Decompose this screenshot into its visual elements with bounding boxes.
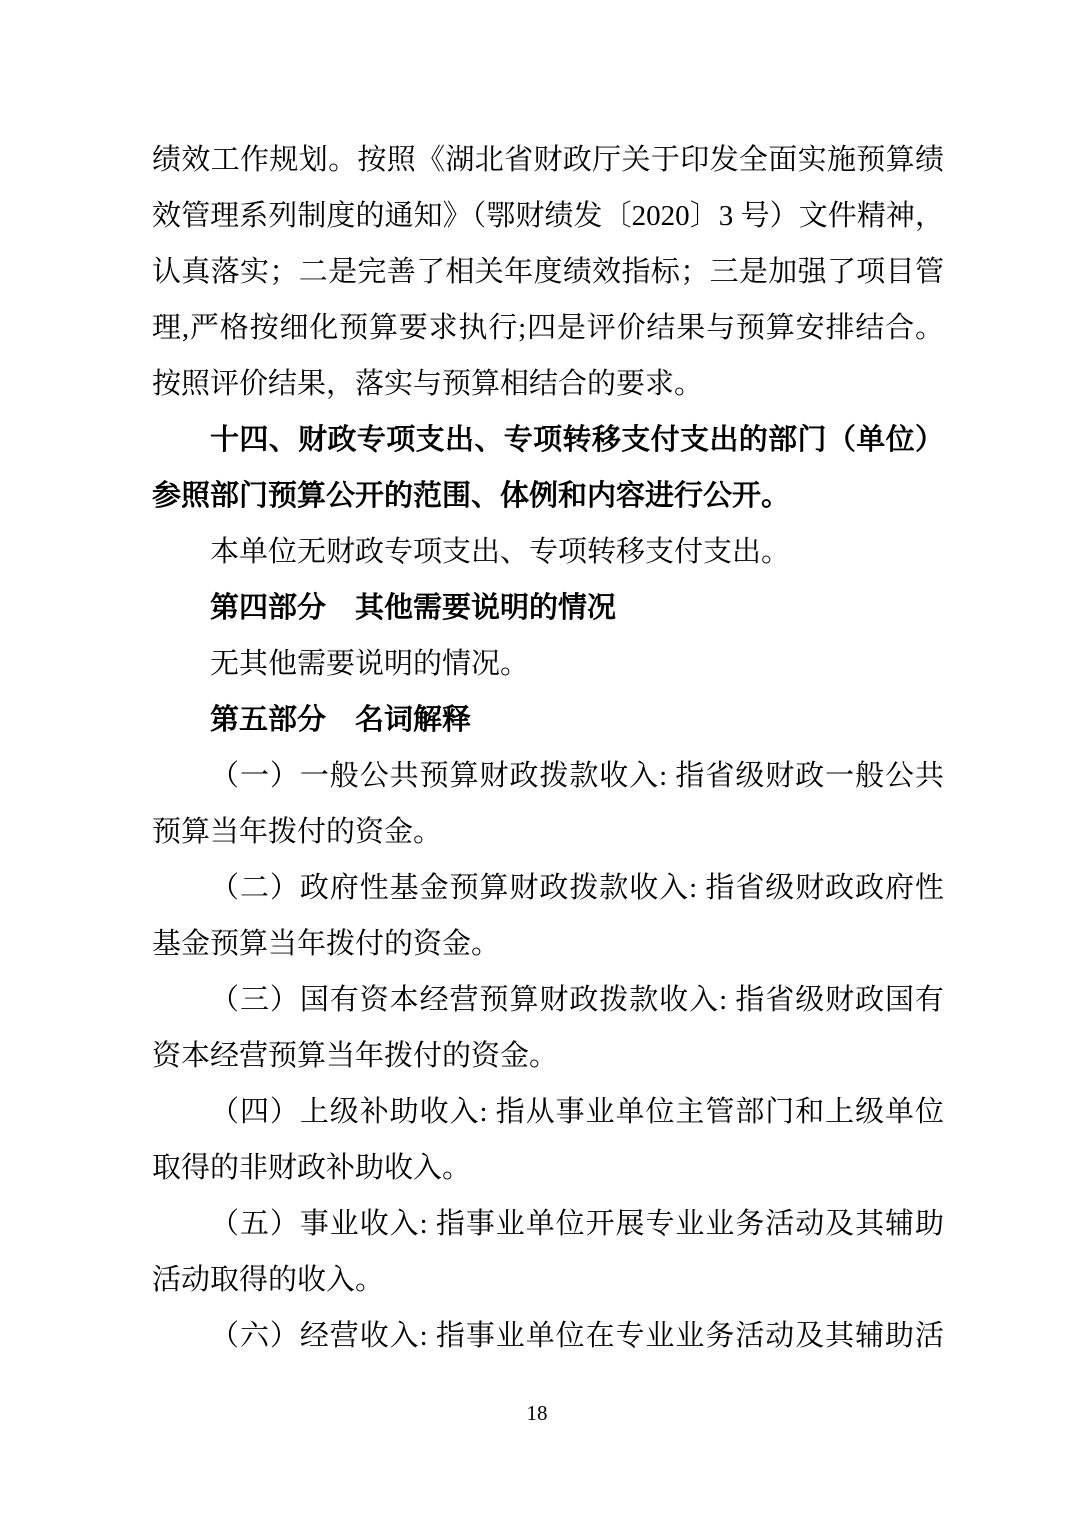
page-number: 18 [526,1401,548,1425]
heading-part-five: 第五部分 名词解释 [210,704,472,736]
definition-general-public-budget-income: （一）一般公共预算财政拨款收入: 指省级财政一般公共预算当年拨付的资金。 [152,760,944,848]
document-body [152,132,944,1364]
paragraph-no-other-notes: 无其他需要说明的情况。 [210,648,530,680]
definition-institutional-income: （五）事业收入: 指事业单位开展专业业务活动及其辅助活动取得的收入。 [152,1208,944,1296]
definition-state-capital-budget-income: （三）国有资本经营预算财政拨款收入: 指省级财政国有资本经营预算当年拨付的资金。 [152,984,944,1072]
definition-superior-subsidy-income: （四）上级补助收入: 指从事业单位主管部门和上级单位取得的非财政补助收入。 [152,1096,944,1184]
paragraph-no-special-expenditure: 本单位无财政专项支出、专项转移支付支出。 [210,536,791,568]
paragraph-performance-management: 绩效工作规划。按照《湖北省财政厅关于印发全面实施预算绩效管理系列制度的通知》（鄂财绩发〔2020〕3 号）文件精神，认真落实；二是完善了相关年度绩效指标；三是加强了项目管理,严格按细化预算要求执行;四是评价结果与预算安排结合。按照评价结果，落实与预算相结合的要求。 [152,144,944,400]
heading-part-four: 第四部分 其他需要说明的情况 [210,592,617,624]
definition-government-fund-budget-income: （二）政府性基金预算财政拨款收入: 指省级财政政府性基金预算当年拨付的资金。 [152,872,944,960]
definition-operating-income: （六）经营收入: 指事业单位在专业业务活动及其辅助活 [210,1320,944,1352]
heading-item-fourteen: 十四、财政专项支出、专项转移支付支出的部门（单位）参照部门预算公开的范围、体例和内容进行公开。 [152,424,944,512]
